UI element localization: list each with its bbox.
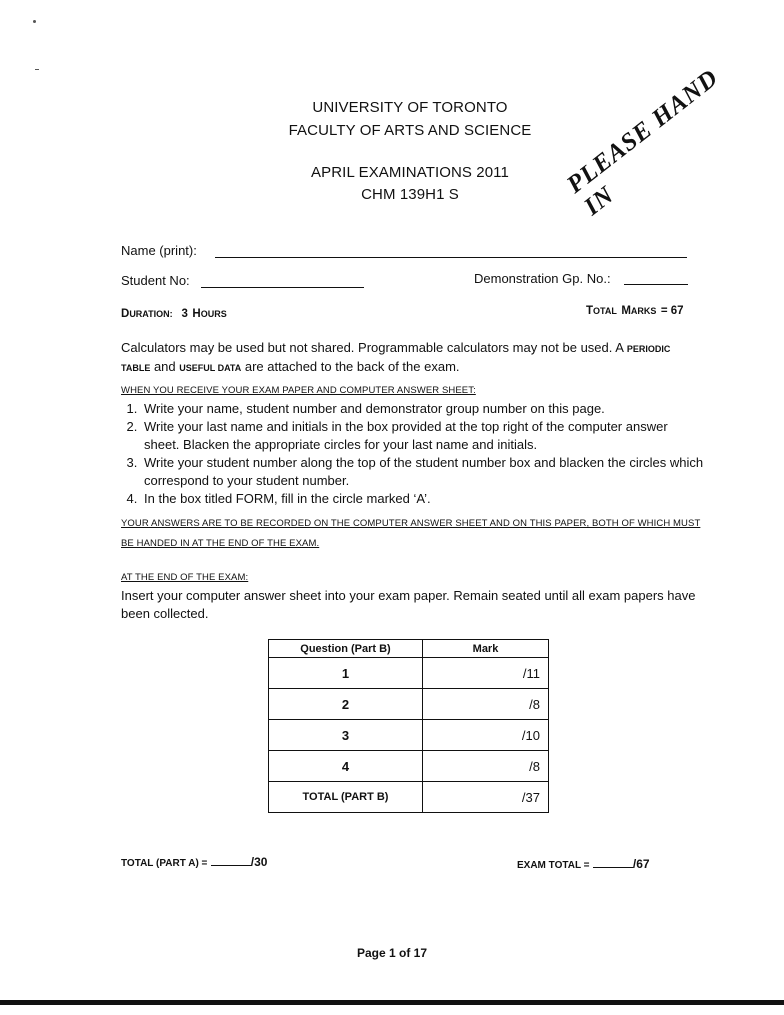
question-number: 4 [269,751,423,782]
mark-value[interactable]: /8 [423,751,549,782]
column-header-question: Question (Part B) [269,640,423,658]
page-number: Page 1 of 17 [356,946,428,960]
exam-total-blank[interactable] [593,855,633,868]
faculty-name: FACULTY OF ARTS AND SCIENCE [288,122,532,139]
table-row [269,689,549,720]
duration: DURATION: 3 HOURS [121,308,227,320]
demo-group-label: Demonstration Gp. No.: [474,271,611,286]
total-part-a: TOTAL (PART A) = /30 [121,855,268,869]
calculator-policy: Calculators may be used but not shared. Programmable calculators may not be used. A PERIODIC TABLE and USEFUL DATA are attached to the back of the exam. [121,340,671,374]
marks-table [268,639,549,813]
when-receive-heading: WHEN YOU RECEIVE YOUR EXAM PAPER AND COMPUTER ANSWER SHEET: [121,385,476,396]
at-end-text: Insert your computer answer sheet into your exam paper. Remain seated until all exam papers have been collected. [121,588,696,621]
total-part-b-label: TOTAL (PART B) [269,782,423,813]
answers-note-line1: YOUR ANSWERS ARE TO BE RECORDED ON THE COMPUTER ANSWER SHEET AND ON THIS PAPER, BOTH OF WHICH MUST [121,518,701,529]
instructions-list [121,400,706,508]
question-number: 3 [269,720,423,751]
stray-mark [35,69,39,70]
mark-value[interactable]: /8 [423,689,549,720]
table-row [269,658,549,689]
answers-note-line2: BE HANDED IN AT THE END OF THE EXAM. [121,538,320,549]
total-part-b-mark[interactable]: /37 [423,782,549,813]
student-no-input-line[interactable] [201,287,364,288]
question-number: 1 [269,658,423,689]
marks-table-header [269,640,549,658]
instruction-item: 1. Write your name, student number and demonstrator group number on this page. [141,400,706,418]
course-code: CHM 139H1 S [361,186,459,203]
column-header-mark: Mark [423,640,549,658]
exam-total: EXAM TOTAL = /67 [517,857,650,871]
exam-session: APRIL EXAMINATIONS 2011 [311,164,509,181]
name-label: Name (print): [121,243,197,258]
instruction-item: 4. In the box titled FORM, fill in the circle marked ‘A’. [141,490,706,508]
please-hand-in-stamp: PLEASE HAND IN [561,64,724,221]
instruction-item: 2. Write your last name and initials in the box provided at the top right of the computer answer sheet. Blacken the appropriate circles for your last name and initials. [141,418,706,454]
mark-value[interactable]: /10 [423,720,549,751]
stray-mark [33,20,36,23]
mark-value[interactable]: /11 [423,658,549,689]
university-name: UNIVERSITY OF TORONTO [312,99,508,116]
table-row [269,751,549,782]
total-marks: TOTAL MARKS = 67 [586,305,684,317]
table-row [269,720,549,751]
bottom-rule [0,1000,784,1005]
table-total-row [269,782,549,813]
at-end-heading: AT THE END OF THE EXAM: [121,572,249,583]
instruction-item: 3. Write your student number along the top of the student number box and blacken the circles which correspond to your student number. [141,454,706,490]
question-number: 2 [269,689,423,720]
total-part-a-blank[interactable] [211,853,251,866]
demo-group-input-line[interactable] [624,284,688,285]
student-no-label: Student No: [121,273,190,288]
name-input-line[interactable] [215,257,687,258]
